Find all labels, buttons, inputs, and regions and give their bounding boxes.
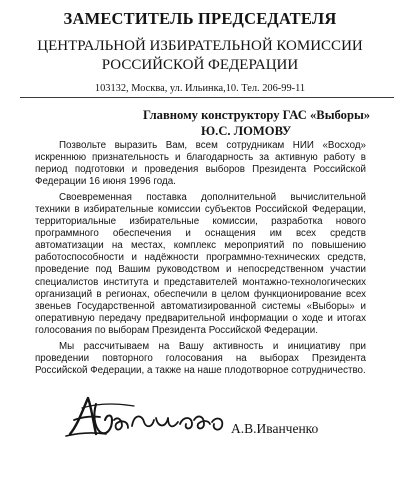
letterhead-title: ЗАМЕСТИТЕЛЬ ПРЕДСЕДАТЕЛЯ [63, 9, 337, 28]
recipient-line2: Ю.С. ЛОМОВУ [201, 124, 292, 138]
body-paragraph-2: Своевременная поставка дополнительной вычислительной техники в избирательные комиссии субъектов Российской Федерации, территориальные избирательные комиссии, разработка нового программного обеспечения и оснащения им всех средств автоматизации на местах, комплекс мероприятий по повышению работоспособности и надёжности программно-технических средств, проведение под Вашим руководством и непосредственном участии специалистов института и представителей монтажно-технологических организаций в регионах, обеспечили в целом функционирование всех звеньев Государственной автоматизированной системы «Выборы» и оперативную передачу предварительной информации о ходе и итогах голосования по выборам Президента Российской Федерации. [35, 192, 366, 336]
body-paragraph-1: Позвольте выразить Вам, всем сотрудникам НИИ «Восход» искреннюю признательность и благодарность за активную работу в период подготовки и проведения выборов Президента Российской Федерации 16 июня 1996 года. [35, 140, 366, 188]
letter-body [35, 140, 366, 381]
body-paragraph-3: Мы рассчитываем на Вашу активность и инициативу при проведении повторного голосования на выборах Президента Российской Федерации, а также на наше плодотворное сотрудничество. [35, 340, 366, 376]
letterhead-divider [20, 97, 394, 98]
signatory-name: А.В.Иванченко [231, 421, 319, 436]
handwritten-signature [62, 390, 242, 450]
letterhead-org-line2: РОССИЙСКОЙ ФЕДЕРАЦИИ [101, 57, 299, 73]
letterhead-address: 103132, Москва, ул. Ильинка,10. Тел. 206-99-11 [94, 83, 306, 94]
letterhead-org-line1: ЦЕНТРАЛЬНОЙ ИЗБИРАТЕЛЬНОЙ КОМИССИИ [37, 38, 363, 54]
recipient-line1: Главному конструктору ГАС «Выборы» [143, 108, 371, 122]
